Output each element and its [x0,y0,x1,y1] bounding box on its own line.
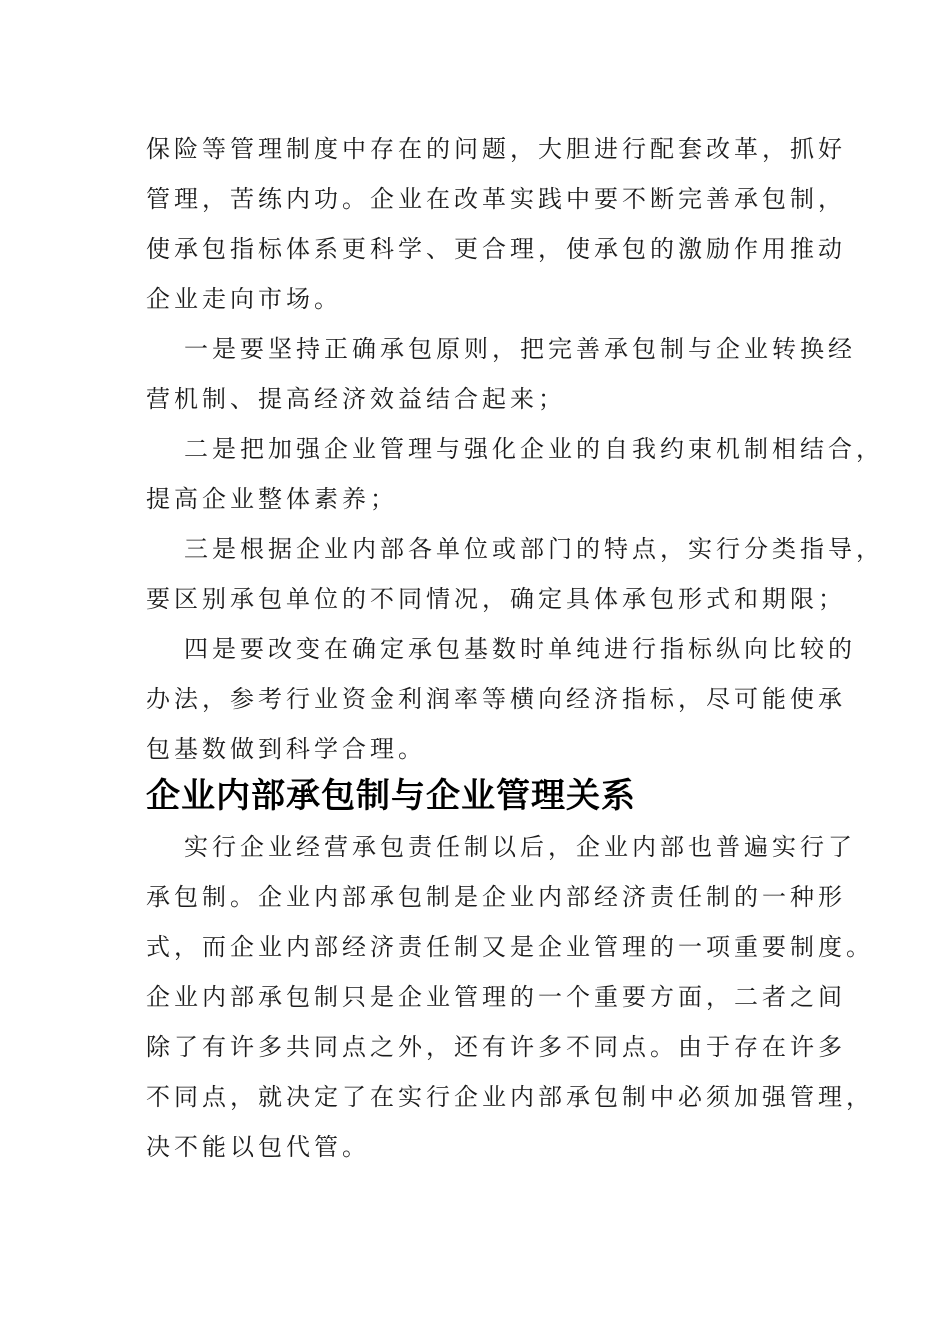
paragraph-point-3 [146,524,884,624]
paragraph-relationship [146,822,874,1172]
text-line: 决不能以包代管。 [146,1133,370,1161]
text-line: 不同点，就决定了在实行企业内部承包制中必须加强管理， [146,1083,874,1111]
paragraph-point-1 [146,324,856,424]
text-line: 三是根据企业内部各单位或部门的特点，实行分类指导， [184,535,884,563]
paragraph-continuation [146,124,846,324]
text-line: 一是要坚持正确承包原则，把完善承包制与企业转换经 [184,335,856,363]
section-2-body [146,822,874,1172]
text-line: 使承包指标体系更科学、更合理，使承包的激励作用推动 [146,235,846,263]
text-line: 办法，参考行业资金利润率等横向经济指标，尽可能使承 [146,685,846,713]
text-line: 管理，苦练内功。企业在改革实践中要不断完善承包制， [146,185,846,213]
text-line: 包基数做到科学合理。 [146,735,426,763]
text-line: 保险等管理制度中存在的问题，大胆进行配套改革，抓好 [146,135,846,163]
text-line: 企业走向市场。 [146,285,342,313]
text-line: 二是把加强企业管理与强化企业的自我约束机制相结合， [184,435,884,463]
section-1-body [146,124,884,774]
paragraph-point-2 [146,424,884,524]
paragraph-point-4 [146,624,856,774]
text-line: 营机制、提高经济效益结合起来； [146,385,566,413]
text-line: 提高企业整体素养； [146,485,398,513]
text-line: 四是要改变在确定承包基数时单纯进行指标纵向比较的 [184,635,856,663]
text-line: 要区别承包单位的不同情况，确定具体承包形式和期限； [146,585,846,613]
text-line: 实行企业经营承包责任制以后，企业内部也普遍实行了 [184,833,856,861]
text-line: 除了有许多共同点之外，还有许多不同点。由于存在许多 [146,1033,846,1061]
section-heading: 企业内部承包制与企业管理关系 [146,776,636,816]
text-line: 式，而企业内部经济责任制又是企业管理的一项重要制度。 [146,933,874,961]
text-line: 企业内部承包制只是企业管理的一个重要方面，二者之间 [146,983,846,1011]
text-line: 承包制。企业内部承包制是企业内部经济责任制的一种形 [146,883,846,911]
